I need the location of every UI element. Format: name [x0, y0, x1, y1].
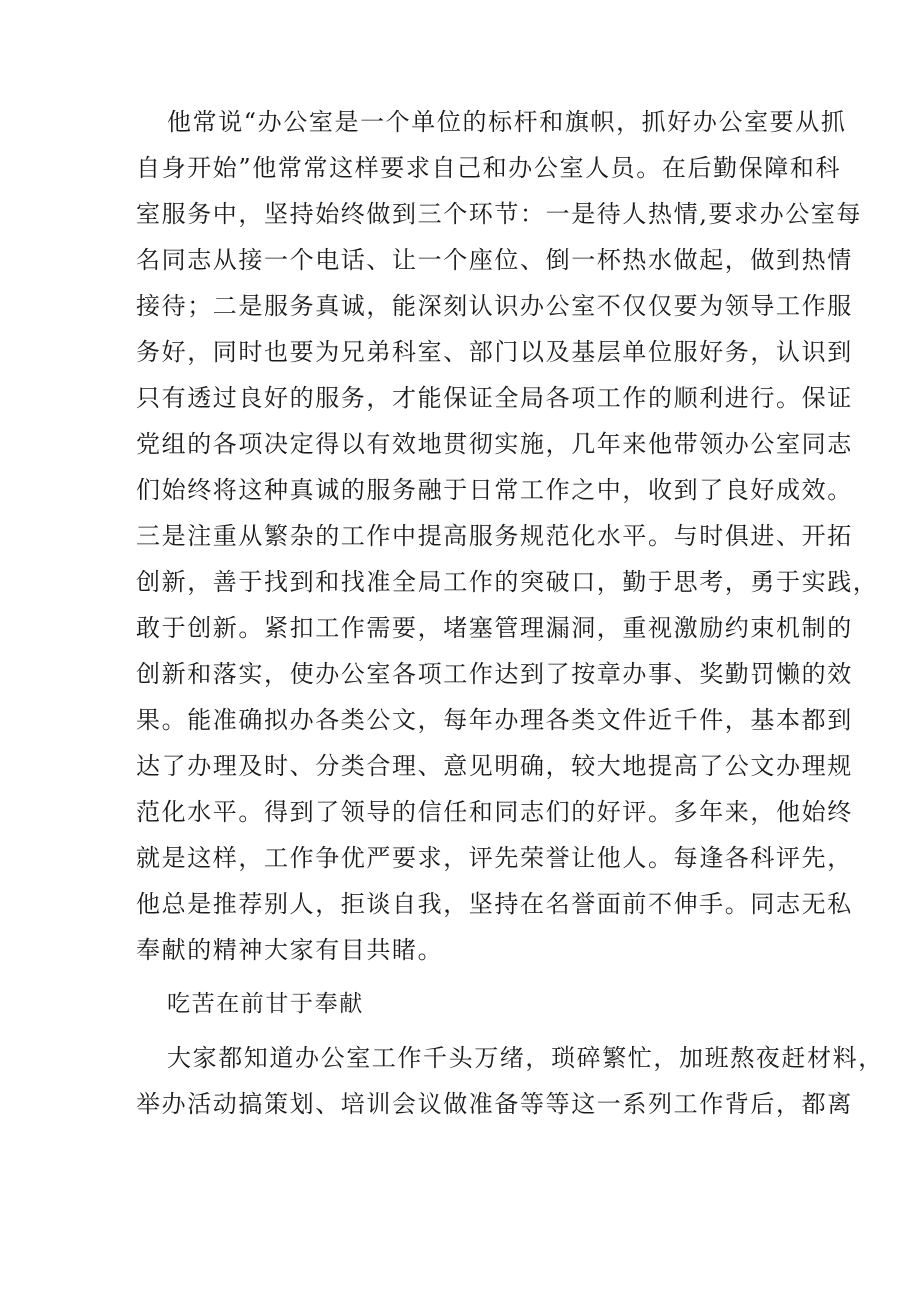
- document-body: [136, 99, 884, 1127]
- paragraph-line: 范化水平。得到了领导的信任和同志们的好评。多年来，他始终: [136, 798, 853, 826]
- paragraph-line: 接待；二是服务真诚，能深刻认识办公室不仅仅要为领导工作服: [136, 292, 853, 320]
- paragraph-line: 党组的各项决定得以有效地贯彻实施，几年来他带领办公室同志: [136, 430, 853, 458]
- paragraph-line: 三是注重从繁杂的工作中提高服务规范化水平。与时俱进、开拓: [136, 522, 853, 550]
- paragraph-line: 奉献的精神大家有目共睹。: [136, 936, 444, 964]
- paragraph-line: 只有透过良好的服务，才能保证全局各项工作的顺利进行。保证: [136, 384, 853, 412]
- paragraph-line: 大家都知道办公室工作千头万绪，琐碎繁忙，加班熬夜赶材料，: [167, 1044, 884, 1072]
- paragraph-line: 他总是推荐别人，拒谈自我，坚持在名誉面前不伸手。同志无私: [136, 890, 853, 918]
- paragraph-line: 创新，善于找到和找准全局工作的突破口，勤于思考，勇于实践，: [136, 568, 879, 596]
- paragraph-line: 就是这样，工作争优严要求，评先荣誉让他人。每逢各科评先，: [136, 844, 853, 872]
- paragraph-line: 他常说“办公室是一个单位的标杆和旗帜，抓好办公室要从抓: [167, 108, 847, 136]
- paragraph-line: 果。能准确拟办各类公文，每年办理各类文件近千件，基本都到: [136, 706, 853, 734]
- section-heading: 吃苦在前甘于奉献: [167, 991, 364, 1017]
- paragraph-line: 敢于创新。紧扣工作需要，堵塞管理漏洞，重视激励约束机制的: [136, 614, 853, 642]
- paragraph-line: 务好，同时也要为兄弟科室、部门以及基层单位服好务，认识到: [136, 338, 853, 366]
- paragraph-line: 创新和落实，使办公室各项工作达到了按章办事、奖勤罚懒的效: [136, 660, 853, 688]
- paragraph-line: 举办活动搞策划、培训会议做准备等等这一系列工作背后，都离: [136, 1090, 853, 1118]
- paragraph-line: 达了办理及时、分类合理、意见明确，较大地提高了公文办理规: [136, 752, 853, 780]
- paragraph-line: 室服务中，坚持始终做到三个环节：一是待人热情,要求办公室每: [136, 200, 863, 228]
- paragraph-line: 名同志从接一个电话、让一个座位、倒一杯热水做起，做到热情: [136, 246, 853, 274]
- paragraph-line: 自身开始”他常常这样要求自己和办公室人员。在后勤保障和科: [136, 154, 842, 182]
- paragraph-line: 们始终将这种真诚的服务融于日常工作之中，收到了良好成效。: [136, 476, 853, 504]
